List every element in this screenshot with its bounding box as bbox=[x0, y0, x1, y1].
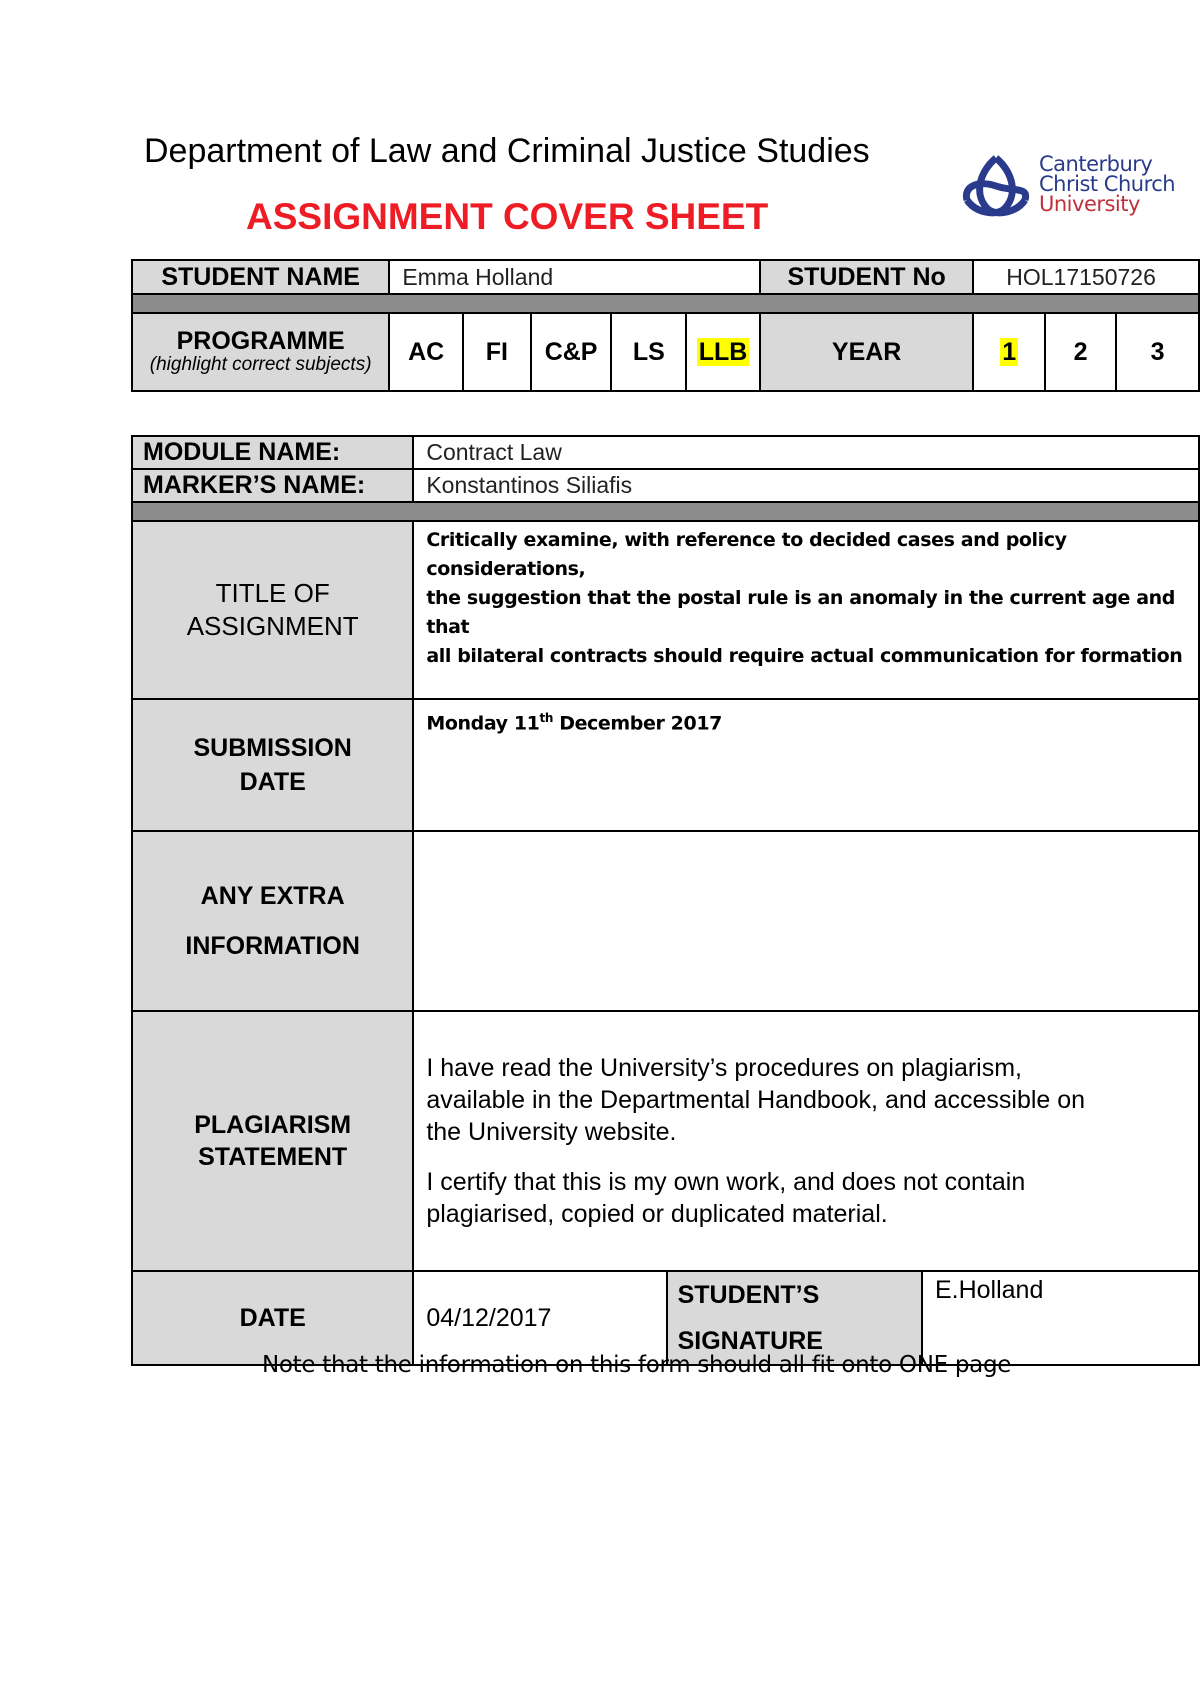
assignment-title-line: all bilateral contracts should require actual communication for formation bbox=[426, 645, 1183, 667]
programme-option-label: LS bbox=[632, 337, 665, 366]
submission-month-year: December 2017 bbox=[552, 712, 722, 735]
student-number-label: STUDENT No bbox=[760, 260, 973, 294]
programme-option-fi[interactable] bbox=[463, 313, 531, 391]
module-name-field[interactable]: Contract Law bbox=[413, 436, 1199, 469]
extra-label-line: INFORMATION bbox=[185, 932, 360, 960]
date-field[interactable]: 04/12/2017 bbox=[413, 1271, 666, 1365]
student-programme-table bbox=[131, 259, 1200, 392]
logo-name-line1: Canterbury bbox=[1039, 152, 1153, 176]
marker-name-field[interactable]: Konstantinos Siliafis bbox=[413, 469, 1199, 502]
programme-option-ac[interactable] bbox=[389, 313, 463, 391]
separator-bar bbox=[132, 294, 1199, 313]
assignment-title-line: Critically examine, with reference to decided cases and policy considerations, bbox=[426, 529, 1067, 580]
separator-bar bbox=[132, 502, 1199, 521]
programme-option-label: C&P bbox=[544, 337, 598, 366]
extra-label-line: ANY EXTRA bbox=[200, 882, 345, 910]
page-title: ASSIGNMENT COVER SHEET bbox=[246, 196, 769, 237]
submission-date-label bbox=[132, 699, 413, 831]
programme-label-cell bbox=[132, 313, 389, 391]
plagiarism-line: available in the Departmental Handbook, and accessible on bbox=[426, 1086, 1086, 1114]
programme-option-ls[interactable] bbox=[611, 313, 686, 391]
programme-hint: (highlight correct subjects) bbox=[149, 354, 372, 375]
trinity-knot-icon bbox=[959, 152, 1033, 220]
plagiarism-statement-label bbox=[132, 1011, 413, 1271]
plagiarism-label-line: PLAGIARISM bbox=[194, 1111, 352, 1139]
university-logo bbox=[955, 150, 1195, 222]
department-name: Department of Law and Criminal Justice Studies bbox=[144, 132, 870, 170]
signature-label-line: STUDENT’S bbox=[677, 1281, 820, 1309]
year-option-2[interactable]: 2 bbox=[1045, 313, 1116, 391]
logo-name-line3: University bbox=[1039, 192, 1140, 216]
plagiarism-statement-text bbox=[413, 1011, 1199, 1271]
title-of-assignment-label bbox=[132, 521, 413, 699]
submission-label-line: SUBMISSION bbox=[193, 734, 352, 762]
programme-option-llb[interactable] bbox=[686, 313, 760, 391]
signature-label bbox=[667, 1271, 922, 1365]
signature-field[interactable]: E.Holland bbox=[922, 1271, 1199, 1365]
plagiarism-label-line: STATEMENT bbox=[198, 1143, 348, 1171]
programme-option-label: AC bbox=[408, 337, 445, 366]
date-label: DATE bbox=[132, 1271, 413, 1365]
assignment-title-line: the suggestion that the postal rule is an anomaly in the current age and that bbox=[426, 587, 1176, 638]
extra-information-label bbox=[132, 831, 413, 1011]
student-name-field[interactable]: Emma Holland bbox=[389, 260, 760, 294]
student-name-label: STUDENT NAME bbox=[132, 260, 389, 294]
student-number-field[interactable]: HOL17150726 bbox=[973, 260, 1199, 294]
submission-date-field[interactable] bbox=[413, 699, 1199, 831]
submission-day: Monday 11 bbox=[426, 712, 540, 735]
year-option-3[interactable]: 3 bbox=[1116, 313, 1199, 391]
title-label-line: TITLE OF bbox=[215, 578, 330, 608]
year-option-selected: 1 bbox=[1002, 337, 1017, 366]
module-name-label: MODULE NAME: bbox=[132, 436, 413, 469]
plagiarism-line: plagiarised, copied or duplicated material. bbox=[426, 1200, 888, 1228]
logo-name-line2: Christ Church bbox=[1039, 172, 1176, 196]
programme-option-label: FI bbox=[485, 337, 508, 366]
submission-label-line: DATE bbox=[239, 768, 306, 796]
submission-day-suffix: th bbox=[539, 711, 553, 725]
plagiarism-line: the University website. bbox=[426, 1118, 677, 1146]
marker-name-label: MARKER’S NAME: bbox=[132, 469, 413, 502]
year-label: YEAR bbox=[760, 313, 973, 391]
extra-information-field[interactable] bbox=[413, 831, 1199, 1011]
plagiarism-line: I certify that this is my own work, and does not contain bbox=[426, 1168, 1026, 1196]
plagiarism-line: I have read the University’s procedures on plagiarism, bbox=[426, 1054, 1022, 1082]
signature-label-line: SIGNATURE bbox=[677, 1327, 823, 1355]
footer-note: Note that the information on this form should all fit onto ONE page bbox=[262, 1352, 1012, 1378]
programme-option-selected: LLB bbox=[698, 337, 748, 366]
programme-label: PROGRAMME bbox=[176, 327, 345, 355]
title-label-line: ASSIGNMENT bbox=[186, 611, 359, 641]
assignment-details-table bbox=[131, 435, 1200, 1366]
assignment-title-field[interactable] bbox=[413, 521, 1199, 699]
year-option-1[interactable] bbox=[973, 313, 1045, 391]
programme-option-cp[interactable] bbox=[531, 313, 612, 391]
